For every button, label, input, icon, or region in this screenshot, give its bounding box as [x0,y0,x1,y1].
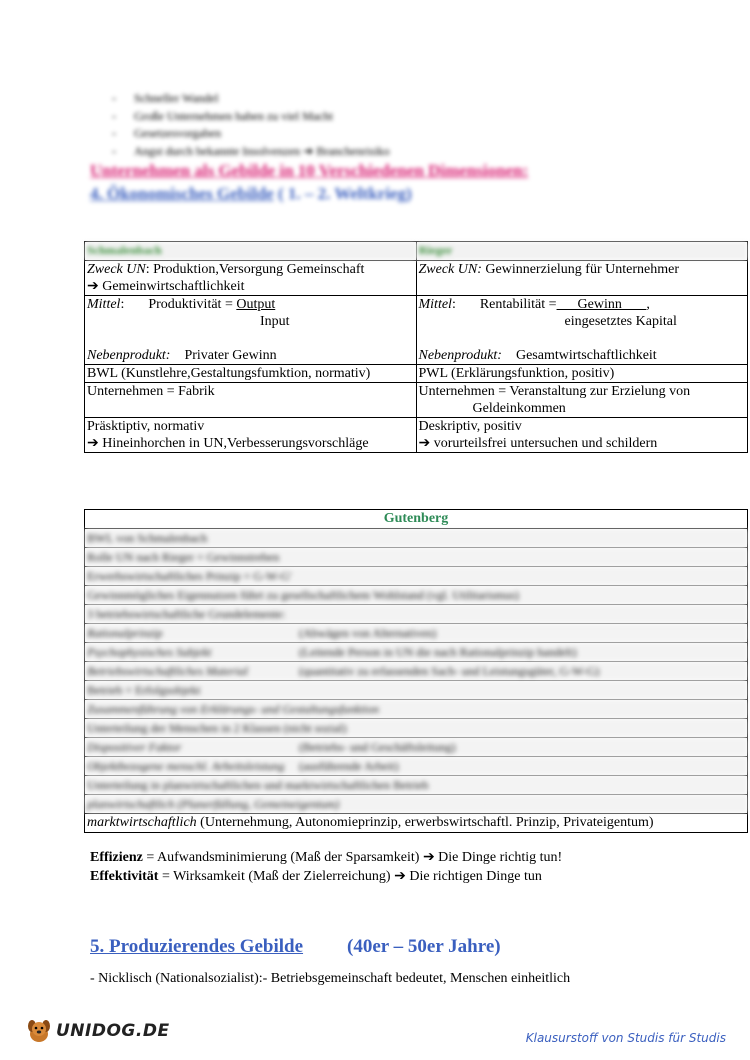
arrow-icon: ➔ [87,436,99,451]
header-schmalenbach: Schmalenbach [85,242,417,261]
cell-positiv [416,418,748,453]
cell-fabrik: Unternehmen = Fabrik [85,383,417,418]
text-nebenprodukt-right: Gesamtwirtschaftlichkeit [515,348,657,363]
formula-numerator-right: Gewinn [556,297,647,312]
cell-zweck-left [85,261,417,296]
label-mittel-right: Mittel [418,297,452,312]
section-heading-4-title: 4. Ökonomisches Gebilde [90,184,274,203]
label-mittel-left: Mittel [87,297,121,312]
arrow-icon: ➔ [87,279,99,294]
comparison-table [84,241,748,453]
gutenberg-row: Dispositiver Faktor (Betriebs- und Geschäftsleitung) [85,738,748,757]
text-zweck-right: Gewinnerzielung für Unternehmer [481,262,679,277]
gutenberg-row: Psychophysisches Subjekt (Leitende Person in UN die nach Rationalprinzip handelt) [85,643,748,662]
bullet-item: - Schneller Wandel [112,90,390,108]
colon: : [120,297,125,312]
definition-effizienz: Effizienz = Aufwandsminimierung (Maß der Sparsamkeit) ➔ Die Dinge richtig tun! [90,850,563,865]
cell-pwl: PWL (Erklärungsfunktion, positiv) [416,365,748,383]
gutenberg-table [84,509,748,833]
gutenberg-row: Zusammenführung von Erklärungs- und Gestaltungsfunktion [85,700,748,719]
gutenberg-row: Gewinnmögliches Eigennutzen führt zu gesellschaftlichem Wohlstand (vgl. Utilitarismus) [85,586,748,605]
section-heading-5-period: (40er – 50er Jahre) [347,936,501,957]
cell-mittel-right [416,296,748,365]
cell-zweck-right [416,261,748,296]
formula-produktivitaet: Produktivität = [148,297,237,312]
formula-comma: , [646,297,650,312]
gutenberg-row: Betriebswirtschaftliches Material (quantitativ zu erfassenden Sach- und Leistungsgüter, G-W-G) [85,662,748,681]
unidog-logo [24,1016,170,1046]
gutenberg-row: Objektbezogene menschl. Arbeitsleistung (ausführende Arbeit) [85,757,748,776]
gutenberg-row: 3 betriebswirtschaftliche Grundelemente: [85,605,748,624]
section-heading-4-period: ( 1. – 2. Weltkrieg) [273,184,412,203]
colon: : [451,297,456,312]
dog-icon [24,1016,54,1046]
gutenberg-row: Rolle UN nach Rieger = Gewinnstreben [85,548,748,567]
label-nebenprodukt-right: Nebenprodukt: [418,348,502,363]
gutenberg-row-marktwirtschaftlich [85,814,748,833]
text-marktwirtschaftlich-rest: (Unternehmung, Autonomieprinzip, erwerbswirtschaftl. Prinzip, Privateigentum) [196,815,654,830]
gutenberg-row: planwirtschaftlich (Planerfüllung, Gemeineigentum) [85,795,748,814]
text-zweck-left: : Produktion,Versorgung Gemeinschaft [145,262,365,277]
cell-normativ [85,418,417,453]
text-deskriptiv: Deskriptiv, positiv [418,419,522,434]
text-nebenprodukt-left: Privater Gewinn [184,348,277,363]
nicklisch-line: - Nicklisch (Nationalsozialist):- Betriebsgemeinschaft bedeutet, Menschen einheitlich [90,971,571,986]
gutenberg-header: Gutenberg [85,510,748,529]
gutenberg-row: Unterteilung in planwirtschaftlichen und marktwirtschaftlichen Betrieb [85,776,748,795]
cell-veranstaltung [416,383,748,418]
gutenberg-row: Erwerbswirtschaftliches Prinzip = G-W-G' [85,567,748,586]
text-veranstaltung: Unternehmen = Veranstaltung zur Erzielung von [418,384,691,399]
gutenberg-row: Betrieb = Erfolgsobjekt [85,681,748,700]
arrow-icon: ➔ [418,436,431,451]
section-heading-5-title: 5. Produzierendes Gebilde [90,936,304,957]
definition-effektivitaet: Effektivität = Wirksamkeit (Maß der Zielerreichung) ➔ Die richtigen Dinge tun [90,869,542,884]
text-hineinhorchen: Hineinhorchen in UN,Verbesserungsvorschläge [102,436,369,451]
arrow-icon: ➔ [422,850,435,865]
label-nebenprodukt-left: Nebenprodukt: [87,348,171,363]
formula-denominator-right: eingesetztes Kapital [564,314,677,329]
bullet-item: - Gesetzesvorgaben [112,125,390,143]
formula-denominator: Input [260,314,290,329]
definitions [90,848,562,886]
section-heading-4 [90,184,412,204]
bullet-item: - Große Unternehmen haben zu viel Macht [112,108,390,126]
header-rieger: Rieger [416,242,748,261]
formula-numerator: Output [236,297,276,312]
section-heading-dimensions: Unternehmen als Gebilde in 10 Verschiedenen Dimensionen: [90,161,529,180]
label-zweck-left: Zweck UN [87,262,146,277]
cell-mittel-left [85,296,417,365]
section-heading-5 [90,936,501,958]
logo-text: UNIDOG.DE [56,1021,170,1041]
label-zweck-right: Zweck UN: [418,262,482,277]
footer-tagline: Klausurstoff von Studis für Studis [525,1031,726,1045]
gutenberg-row: BWL von Schmalenbach [85,529,748,548]
bullet-list [112,90,390,160]
text-marktwirtschaftlich: marktwirtschaftlich [87,815,197,830]
gutenberg-row: Rationalprinzip (Abwägen von Alternativen) [85,624,748,643]
gutenberg-row: Unterteilung der Menschen in 2 Klassen (nicht sozial) [85,719,748,738]
formula-rentabilitaet: Rentabilität = [479,297,557,312]
arrow-icon: ➔ [394,869,406,884]
text-geldeinkommen: Geldeinkommen [472,401,566,416]
text-normativ: Präsktiptiv, normativ [87,419,205,434]
text-zweck-left-2: Gemeinwirtschaftlichkeit [102,279,245,294]
cell-bwl: BWL (Kunstlehre,Gestaltungsfumktion, normativ) [85,365,417,383]
bullet-item: - Angst durch bekannte Insolvenzen ➔ Branchenrisiko [112,143,390,161]
text-vorurteilsfrei: vorurteilsfrei untersuchen und schildern [433,436,658,451]
